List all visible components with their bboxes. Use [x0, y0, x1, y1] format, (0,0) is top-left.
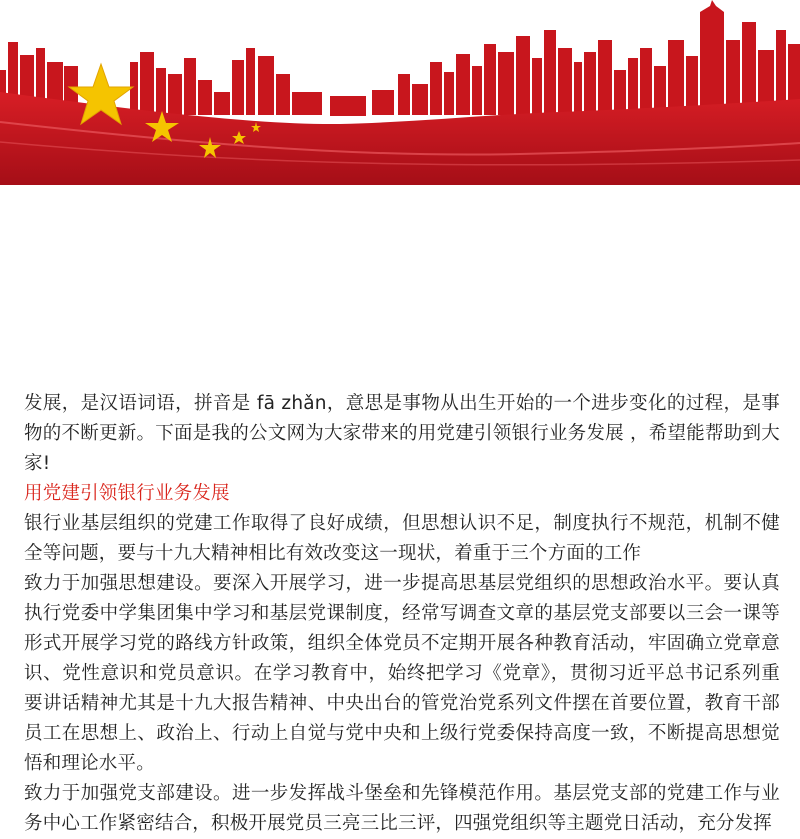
body-paragraph: 银行业基层组织的党建工作取得了良好成绩，但思想认识不足，制度执行不规范，机制不健全等问题，要与十九大精神相比有效改变这一现状，着重于三个方面的工作 [24, 513, 780, 564]
intro-paragraph: 发展，是汉语词语，拼音是 fā zhǎn，意思是事物从出生开始的一个进步变化的过程，是事物的不断更新。下面是我的公文网为大家带来的用党建引领银行业务发展 ，希望能帮助到大家! [24, 393, 780, 474]
city-skyline [0, 0, 800, 116]
body-paragraph: 致力于加强党支部建设。进一步发挥战斗堡垒和先锋模范作用。基层党支部的党建工作与业务中心工作紧密结合，积极开展党员三亮三比三评，四强党组织等主题党日活动，充分发挥 [24, 783, 780, 834]
article-body [24, 389, 780, 834]
article-title: 用党建引领银行业务发展 [24, 483, 230, 504]
party-banner [0, 0, 800, 185]
body-paragraph: 致力于加强思想建设。要深入开展学习，进一步提高思基层党组织的思想政治水平。要认真执行党委中学集团集中学习和基层党课制度，经常写调查文章的基层党支部要以三会一课等形式开展学习党的路线方针政策，组织全体党员不定期开展各种教育活动，牢固确立党章意识、党性意识和党员意识。在学习教育中，始终把学习《党章》，贯彻习近平总书记系列重要讲话精神尤其是十九大报告精神、中央出台的管党治党系列文件摆在首要位置，教育干部员工在思想上、政治上、行动上自觉与党中央和上级行党委保持高度一致，不断提高思想觉悟和理论水平。 [24, 573, 780, 774]
